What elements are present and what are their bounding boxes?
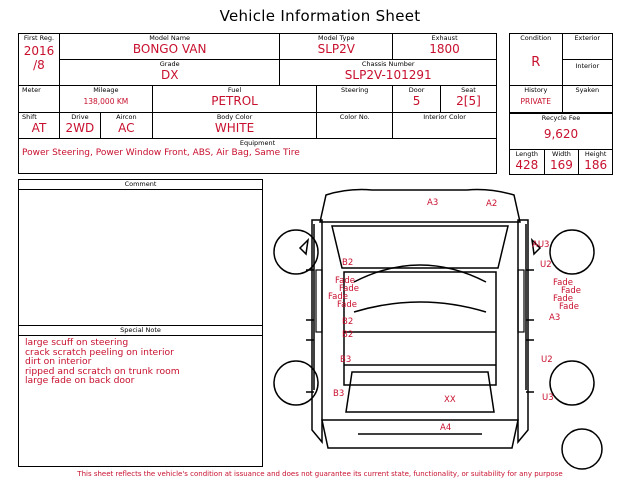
damage-mark: Fade — [337, 300, 357, 310]
special-note-item: ripped and scratch on trunk room — [25, 365, 180, 377]
spare-wheel — [562, 429, 602, 469]
damage-mark: Fade — [339, 284, 359, 294]
condition-value: R — [531, 55, 541, 70]
damage-mark: A4 — [440, 423, 452, 433]
damage-mark: A3 — [427, 198, 439, 208]
first-reg-month: /8 — [33, 58, 45, 72]
meter-cell — [19, 86, 60, 113]
grade-value: DX — [160, 68, 179, 82]
grade-label: Grade — [159, 60, 180, 68]
width-value: 169 — [550, 158, 573, 172]
special-note-label: Special Note — [19, 326, 262, 336]
damage-mark: Fade — [335, 276, 355, 286]
fuel-cell — [152, 86, 317, 113]
damage-mark: U3 — [542, 393, 554, 403]
exhaust-label: Exhaust — [431, 34, 458, 42]
right-door-strip — [518, 270, 524, 332]
body-color-label: Body Color — [216, 113, 253, 121]
equipment-label: Equipment — [239, 139, 276, 147]
steering-label: Steering — [341, 86, 369, 94]
mileage-value: 138,000 KM — [83, 97, 129, 106]
color-no-label: Color No. — [339, 113, 370, 121]
color-no-cell — [317, 113, 393, 139]
interior-color-label: Interior Color — [423, 113, 466, 121]
special-note-item: dirt on interior — [25, 356, 92, 367]
fuel-label: Fuel — [227, 86, 242, 94]
condition-cell — [510, 34, 563, 86]
shift-value: AT — [31, 121, 47, 135]
width-cell — [544, 150, 579, 175]
damage-mark: Fade — [559, 302, 579, 312]
seat-value: 2[5] — [456, 94, 481, 108]
model-type-cell — [280, 34, 393, 60]
special-note-divider — [19, 325, 262, 386]
damage-mark: AU3 — [532, 240, 550, 250]
left-mirror — [300, 240, 308, 254]
model-name-label: Model Name — [149, 34, 191, 42]
rear-right-wheel — [550, 361, 594, 405]
windshield-outline — [332, 226, 508, 268]
chassis-cell — [280, 60, 497, 86]
damage-mark: A3 — [549, 313, 561, 323]
recycle-dims-table — [509, 113, 613, 175]
damage-mark: B2 — [342, 317, 354, 327]
roof-outline — [344, 272, 496, 385]
shift-cell — [19, 113, 60, 139]
length-value: 428 — [515, 158, 539, 172]
equipment-value: Power Steering, Power Window Front, ABS, Air Bag, Same Tire — [22, 148, 300, 158]
damage-mark: B3 — [340, 355, 352, 365]
height-value: 186 — [584, 158, 608, 172]
seat-label: Seat — [461, 86, 476, 94]
history-value: PRIVATE — [520, 97, 551, 106]
model-type-label: Model Type — [318, 34, 355, 42]
special-note-list — [19, 336, 262, 386]
length-label: Length — [515, 150, 539, 158]
comment-label: Comment — [19, 180, 262, 190]
condition-label: Condition — [520, 34, 552, 42]
drive-value: 2WD — [65, 121, 95, 135]
aircon-label: Aircon — [116, 113, 137, 121]
damage-mark: B2 — [342, 330, 354, 340]
syaken-label: Syaken — [575, 86, 600, 94]
special-note-item: crack scratch peeling on interior — [25, 346, 174, 358]
damage-mark: B2 — [342, 258, 354, 268]
shift-label: Shift — [22, 113, 37, 121]
interior-color-cell — [393, 113, 497, 139]
sheet-title: Vehicle Information Sheet — [219, 7, 421, 25]
fuel-value: PETROL — [211, 94, 258, 108]
body-color-cell — [152, 113, 317, 139]
damage-mark: A2 — [486, 199, 498, 209]
mileage-cell — [59, 86, 152, 113]
model-type-value: SLP2V — [317, 42, 355, 56]
interior-cell — [562, 60, 612, 86]
damage-mark: U2 — [540, 260, 552, 270]
damage-mark: U2 — [541, 355, 553, 365]
special-note-item: large fade on back door — [25, 375, 135, 386]
exhaust-cell — [393, 34, 497, 60]
first-reg-cell — [19, 34, 60, 86]
damage-mark: Fade — [561, 286, 581, 296]
left-door-strip — [316, 270, 322, 332]
door-value: 5 — [412, 94, 421, 108]
recycle-fee-cell — [510, 114, 613, 150]
exterior-cell — [562, 34, 612, 60]
equipment-cell — [19, 139, 497, 174]
mileage-label: Mileage — [93, 86, 119, 94]
drive-label: Drive — [71, 113, 89, 121]
damage-mark: B3 — [333, 389, 345, 399]
chassis-value: SLP2V-101291 — [344, 68, 432, 82]
comment-box — [18, 179, 263, 467]
history-cell — [510, 86, 563, 113]
length-cell — [510, 150, 545, 175]
damage-mark: Fade — [328, 292, 348, 302]
recycle-fee-value: 9,620 — [543, 127, 579, 141]
damage-mark: XX — [444, 395, 456, 405]
vehicle-info-table — [18, 33, 497, 174]
front-right-wheel — [550, 230, 594, 274]
steering-cell — [317, 86, 393, 113]
damage-mark: Fade — [553, 278, 573, 288]
width-label: Width — [552, 150, 571, 158]
roof-back-curve — [354, 302, 486, 312]
special-note-item: large scuff on steering — [25, 337, 129, 348]
door-cell — [393, 86, 441, 113]
exterior-label: Exterior — [574, 34, 601, 42]
first-reg-year: 2016 — [23, 44, 55, 58]
recycle-fee-label: Recycle Fee — [541, 114, 581, 122]
height-cell — [579, 150, 613, 175]
aircon-value: AC — [118, 121, 135, 135]
first-reg-label: First Reg. — [23, 34, 55, 42]
chassis-label: Chassis Number — [361, 60, 415, 68]
damage-mark: Fade — [553, 294, 573, 304]
door-label: Door — [408, 86, 425, 94]
body-color-value: WHITE — [214, 121, 255, 135]
exhaust-value: 1800 — [429, 42, 460, 56]
condition-table — [509, 33, 613, 113]
drive-cell — [59, 113, 100, 139]
seat-cell — [441, 86, 497, 113]
height-label: Height — [584, 150, 607, 158]
model-name-value: BONGO VAN — [132, 42, 207, 56]
rear-window-outline — [346, 372, 494, 412]
interior-label: Interior — [575, 62, 600, 70]
aircon-cell — [100, 113, 152, 139]
history-label: History — [524, 86, 548, 94]
syaken-cell — [562, 86, 612, 113]
disclaimer-footer: This sheet reflects the vehicle's condition at issuance and does not guarantee its current state, functionality, or suitability for any purpose — [77, 470, 563, 478]
grade-cell — [59, 60, 279, 86]
meter-label: Meter — [22, 86, 41, 94]
model-name-cell — [59, 34, 279, 60]
